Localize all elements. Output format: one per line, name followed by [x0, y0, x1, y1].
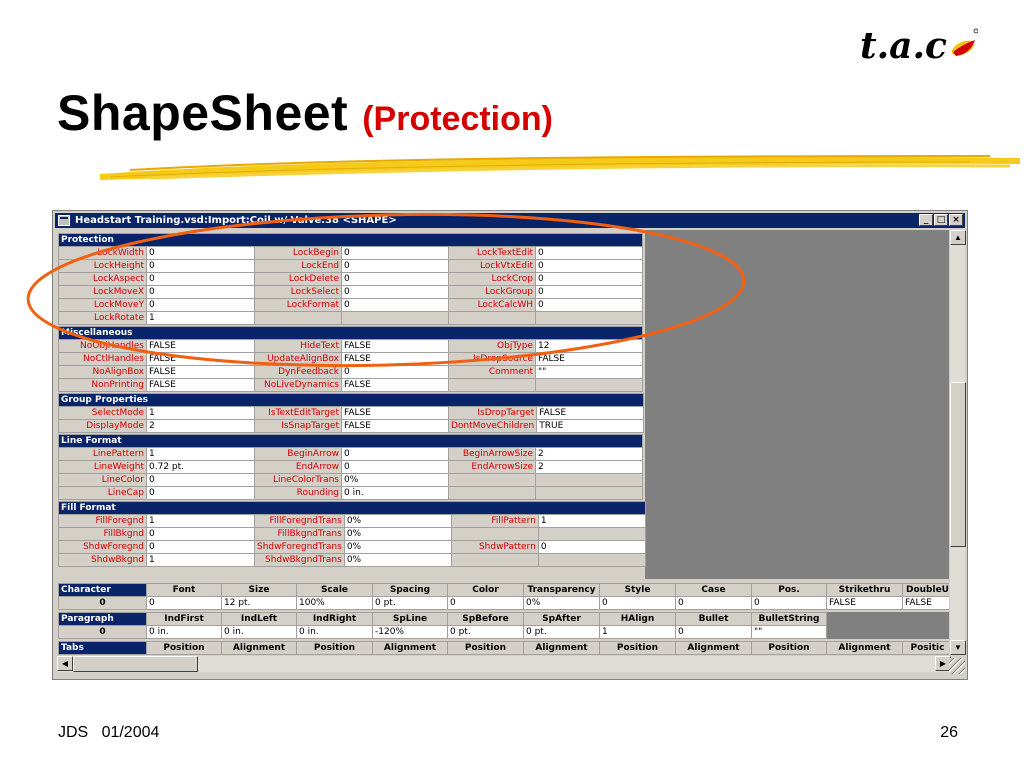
cell-value-fillforegnd[interactable]: 1 [147, 515, 255, 528]
column-header-position[interactable]: Position [600, 642, 676, 655]
table-row [59, 528, 646, 541]
cell-value-indleft[interactable]: 0 in. [222, 626, 297, 639]
cell-value-size[interactable]: 12 pt. [222, 597, 297, 610]
table-row [59, 487, 643, 500]
table-row [59, 273, 643, 286]
paragraph-header-row [59, 613, 953, 626]
cell-label-nonprinting: NonPrinting [59, 379, 147, 392]
cell-value-strikethru[interactable]: FALSE [827, 597, 903, 610]
column-header-spacing[interactable]: Spacing [373, 584, 448, 597]
yellow-swoosh-divider [90, 150, 1024, 190]
cell-label-fillforegnd: FillForegnd [59, 515, 147, 528]
table-row [59, 247, 643, 260]
cell-label-lockrotate: LockRotate [59, 312, 147, 325]
cell-label-shdwforegndtrans: ShdwForegndTrans [255, 541, 345, 554]
empty-cell [451, 528, 538, 541]
scroll-up-arrow-icon[interactable]: ▲ [950, 230, 966, 245]
empty-cell [449, 312, 536, 325]
cell-value-noalignbox[interactable]: FALSE [147, 366, 255, 379]
cell-value-displaymode[interactable]: 2 [147, 420, 255, 433]
section-header[interactable]: Tabs [59, 642, 147, 655]
cell-label-noalignbox: NoAlignBox [59, 366, 147, 379]
cell-value-beginarrow[interactable]: 0 [342, 448, 449, 461]
slide-title [57, 84, 553, 142]
column-header-alignment[interactable]: Alignment [373, 642, 448, 655]
cell-label-endarrowsize: EndArrowSize [449, 461, 536, 474]
cell-value-shdwforegnd[interactable]: 0 [147, 541, 255, 554]
table-row [59, 366, 643, 379]
scroll-down-arrow-icon[interactable]: ▼ [950, 640, 966, 655]
table-row [59, 312, 643, 325]
cell-value-spline[interactable]: -120% [373, 626, 448, 639]
cell-value-shdwbkgnd[interactable]: 1 [147, 554, 255, 567]
empty-cell [536, 487, 643, 500]
cell-value-shdwbkgndtrans[interactable]: 0% [344, 554, 451, 567]
cell-label-linepattern: LinePattern [59, 448, 147, 461]
column-header-position[interactable]: Position [752, 642, 827, 655]
cell-label-issnaptarget: IsSnapTarget [255, 420, 342, 433]
empty-cell [827, 626, 903, 639]
column-header-alignment[interactable]: Alignment [222, 642, 297, 655]
column-header-positic[interactable]: Positic [903, 642, 953, 655]
cell-value-selectmode[interactable]: 1 [147, 407, 255, 420]
cell-label-fillforegndtrans: FillForegndTrans [255, 515, 345, 528]
empty-cell [536, 474, 643, 487]
column-header-position[interactable]: Position [297, 642, 373, 655]
table-row [59, 340, 643, 353]
app-icon [58, 215, 70, 226]
cell-label-fillbkgnd: FillBkgnd [59, 528, 147, 541]
cell-label-noobjhandles: NoObjHandles [59, 340, 147, 353]
tac-logo [860, 22, 978, 72]
column-header-alignment[interactable]: Alignment [827, 642, 903, 655]
cell-label-lockaspect: LockAspect [59, 273, 147, 286]
cell-value-lockgroup[interactable]: 0 [536, 286, 643, 299]
cell-label-shdwpattern: ShdwPattern [451, 541, 538, 554]
empty-cell [449, 487, 536, 500]
cell-value-bulletstring[interactable]: "" [752, 626, 827, 639]
table-row [59, 260, 643, 273]
cell-value-spacing[interactable]: 0 pt. [373, 597, 448, 610]
table-row [59, 448, 643, 461]
cell-value-color[interactable]: 0 [448, 597, 524, 610]
cell-value-shdwpattern[interactable]: 0 [538, 541, 645, 554]
cell-value-nonprinting[interactable]: FALSE [147, 379, 255, 392]
cell-value-rounding[interactable]: 0 in. [342, 487, 449, 500]
column-header-style[interactable]: Style [600, 584, 676, 597]
vertical-scroll-thumb[interactable] [950, 382, 966, 547]
window-title: Headstart Training.vsd:Import:Coil w/ Valve.38 <SHAPE> [75, 215, 397, 226]
cell-value-bullet[interactable]: 0 [676, 626, 752, 639]
column-header-scale[interactable]: Scale [297, 584, 373, 597]
cell-value-case[interactable]: 0 [676, 597, 752, 610]
column-header-indfirst[interactable]: IndFirst [147, 613, 222, 626]
column-header-size[interactable]: Size [222, 584, 297, 597]
cell-value-lockdelete[interactable]: 0 [342, 273, 449, 286]
cell-label-lockbegin: LockBegin [255, 247, 342, 260]
cell-label-lockend: LockEnd [255, 260, 342, 273]
maximize-button[interactable]: □ [934, 214, 948, 226]
scroll-left-arrow-icon[interactable]: ◀ [57, 656, 73, 671]
cell-label-lockselect: LockSelect [255, 286, 342, 299]
table-row [59, 474, 643, 487]
cell-value-noctlhandles[interactable]: FALSE [147, 353, 255, 366]
column-header-font[interactable]: Font [147, 584, 222, 597]
window-titlebar[interactable] [55, 213, 965, 228]
cell-label-fillbkgndtrans: FillBkgndTrans [255, 528, 345, 541]
footer-author-date: JDS 01/2004 [58, 724, 160, 741]
cell-label-linecolortrans: LineColorTrans [255, 474, 342, 487]
slide-subtitle: (Protection) [362, 100, 553, 138]
table-row [59, 461, 643, 474]
table-row [59, 286, 643, 299]
section-line-format [58, 434, 643, 500]
cell-label-fillpattern: FillPattern [451, 515, 538, 528]
table-row [59, 353, 643, 366]
table-row [59, 541, 646, 554]
column-header-bulletstring[interactable]: BulletString [752, 613, 827, 626]
cell-label-objtype: ObjType [449, 340, 536, 353]
table-row [59, 379, 643, 392]
empty-cell [538, 554, 645, 567]
cell-value-spafter[interactable]: 0 pt. [524, 626, 600, 639]
cell-label-nolivedynamics: NoLiveDynamics [255, 379, 342, 392]
cell-value-istextedittarget[interactable]: FALSE [342, 407, 449, 420]
section-header[interactable]: Group Properties [59, 394, 644, 407]
cell-value-endarrow[interactable]: 0 [342, 461, 449, 474]
cell-value-style[interactable]: 0 [600, 597, 676, 610]
table-row [59, 299, 643, 312]
section-fill-format [58, 501, 646, 567]
cell-value-lockend[interactable]: 0 [342, 260, 449, 273]
table-row [59, 554, 646, 567]
column-header-case[interactable]: Case [676, 584, 752, 597]
cell-value-dontmovechildren[interactable]: TRUE [537, 420, 644, 433]
cell-value-dynfeedback[interactable]: 0 [342, 366, 449, 379]
cell-label-istextedittarget: IsTextEditTarget [255, 407, 342, 420]
cell-label-lockheight: LockHeight [59, 260, 147, 273]
empty-cell [903, 613, 953, 626]
cell-label-linecolor: LineColor [59, 474, 147, 487]
column-header-spline[interactable]: SpLine [373, 613, 448, 626]
table-row [59, 597, 953, 610]
cell-value-nolivedynamics[interactable]: FALSE [342, 379, 449, 392]
column-header-bullet[interactable]: Bullet [676, 613, 752, 626]
horizontal-scroll-thumb[interactable] [73, 656, 198, 672]
cell-label-shdwbkgnd: ShdwBkgnd [59, 554, 147, 567]
cell-label-displaymode: DisplayMode [59, 420, 147, 433]
empty-cell [538, 528, 645, 541]
table-row [59, 407, 644, 420]
table-row [59, 626, 953, 639]
cell-label-lockgroup: LockGroup [449, 286, 536, 299]
empty-cell [255, 312, 342, 325]
scroll-right-arrow-icon[interactable]: ▶ [935, 656, 951, 671]
cell-value-indright[interactable]: 0 in. [297, 626, 373, 639]
empty-cell [827, 613, 903, 626]
column-header-doubleu[interactable]: DoubleU [903, 584, 953, 597]
cell-value-fillbkgnd[interactable]: 0 [147, 528, 255, 541]
cell-label-lineweight: LineWeight [59, 461, 147, 474]
tabs-header-row [59, 642, 953, 655]
cell-value-lockvtxedit[interactable]: 0 [536, 260, 643, 273]
section-group-properties [58, 393, 644, 433]
cell-value-transparency[interactable]: 0% [524, 597, 600, 610]
cell-value-linecolor[interactable]: 0 [147, 474, 255, 487]
empty-workspace [645, 230, 955, 579]
empty-cell [342, 312, 449, 325]
cell-value-locktextedit[interactable]: 0 [536, 247, 643, 260]
section-header[interactable]: Fill Format [59, 502, 646, 515]
shapesheet-sections [58, 233, 646, 568]
cell-label-selectmode: SelectMode [59, 407, 147, 420]
logo-text: t.a.c [860, 25, 947, 67]
cell-value-lockheight[interactable]: 0 [147, 260, 255, 273]
cell-label-lockformat: LockFormat [255, 299, 342, 312]
resize-grip-icon[interactable] [949, 658, 965, 674]
cell-value-lockcalcwh[interactable]: 0 [536, 299, 643, 312]
empty-cell [536, 379, 643, 392]
row-index[interactable]: 0 [59, 626, 147, 639]
cell-label-hidetext: HideText [255, 340, 342, 353]
column-header-spbefore[interactable]: SpBefore [448, 613, 524, 626]
vertical-scrollbar[interactable] [949, 230, 965, 655]
cell-value-linecap[interactable]: 0 [147, 487, 255, 500]
cell-value-scale[interactable]: 100% [297, 597, 373, 610]
cell-value-fillbkgndtrans[interactable]: 0% [344, 528, 451, 541]
cell-value-objtype[interactable]: 12 [536, 340, 643, 353]
cell-value-indfirst[interactable]: 0 in. [147, 626, 222, 639]
cell-value-doubleu[interactable]: FALSE [903, 597, 953, 610]
cell-value-lockcrop[interactable]: 0 [536, 273, 643, 286]
table-row [59, 515, 646, 528]
cell-value-halign[interactable]: 1 [600, 626, 676, 639]
column-header-indright[interactable]: IndRight [297, 613, 373, 626]
section-header[interactable]: Line Format [59, 435, 643, 448]
horizontal-scrollbar[interactable] [57, 656, 951, 672]
column-header-pos[interactable]: Pos. [752, 584, 827, 597]
cell-label-dynfeedback: DynFeedback [255, 366, 342, 379]
character-header-row [59, 584, 953, 597]
shapesheet-horizontal-sections [58, 583, 953, 655]
cell-value-lockrotate[interactable]: 1 [147, 312, 255, 325]
page-number: 26 [940, 724, 958, 741]
empty-cell [903, 626, 953, 639]
cell-label-lockcrop: LockCrop [449, 273, 536, 286]
cell-label-lockmovex: LockMoveX [59, 286, 147, 299]
cell-label-isdroptarget: IsDropTarget [449, 407, 537, 420]
column-header-position[interactable]: Position [147, 642, 222, 655]
cell-value-noobjhandles[interactable]: FALSE [147, 340, 255, 353]
cell-value-spbefore[interactable]: 0 pt. [448, 626, 524, 639]
cell-value-fillforegndtrans[interactable]: 0% [344, 515, 451, 528]
cell-value-lockselect[interactable]: 0 [342, 286, 449, 299]
cell-value-fillpattern[interactable]: 1 [538, 515, 645, 528]
cell-label-endarrow: EndArrow [255, 461, 342, 474]
cell-label-lockmovey: LockMoveY [59, 299, 147, 312]
column-header-spafter[interactable]: SpAfter [524, 613, 600, 626]
cell-value-hidetext[interactable]: FALSE [342, 340, 449, 353]
minimize-button[interactable]: _ [919, 214, 933, 226]
empty-cell [536, 312, 643, 325]
row-index[interactable]: 0 [59, 597, 147, 610]
cell-label-lockcalcwh: LockCalcWH [449, 299, 536, 312]
column-header-strikethru[interactable]: Strikethru [827, 584, 903, 597]
section-protection [58, 233, 643, 325]
cell-value-lineweight[interactable]: 0.72 pt. [147, 461, 255, 474]
cell-value-font[interactable]: 0 [147, 597, 222, 610]
cell-label-comment: Comment [449, 366, 536, 379]
cell-label-lockwidth: LockWidth [59, 247, 147, 260]
section-header[interactable]: Paragraph [59, 613, 147, 626]
empty-cell [451, 554, 538, 567]
cell-value-linepattern[interactable]: 1 [147, 448, 255, 461]
cell-label-dontmovechildren: DontMoveChildren [449, 420, 537, 433]
cell-value-lockaspect[interactable]: 0 [147, 273, 255, 286]
table-row [59, 420, 644, 433]
cell-value-linecolortrans[interactable]: 0% [342, 474, 449, 487]
section-header[interactable]: Miscellaneous [59, 327, 643, 340]
shapesheet-window [52, 210, 968, 680]
cell-label-noctlhandles: NoCtlHandles [59, 353, 147, 366]
cell-label-beginarrowsize: BeginArrowSize [449, 448, 536, 461]
cell-label-shdwforegnd: ShdwForegnd [59, 541, 147, 554]
section-header[interactable]: Protection [59, 234, 643, 247]
empty-cell [449, 474, 536, 487]
cell-value-shdwforegndtrans[interactable]: 0% [344, 541, 451, 554]
cell-value-issnaptarget[interactable]: FALSE [342, 420, 449, 433]
cell-label-beginarrow: BeginArrow [255, 448, 342, 461]
cell-value-lockwidth[interactable]: 0 [147, 247, 255, 260]
column-header-indleft[interactable]: IndLeft [222, 613, 297, 626]
cell-label-linecap: LineCap [59, 487, 147, 500]
column-header-transparency[interactable]: Transparency [524, 584, 600, 597]
cell-value-isdropsource[interactable]: FALSE [536, 353, 643, 366]
cell-label-shdwbkgndtrans: ShdwBkgndTrans [255, 554, 345, 567]
cell-label-updatealignbox: UpdateAlignBox [255, 353, 342, 366]
section-header[interactable]: Character [59, 584, 147, 597]
column-header-color[interactable]: Color [448, 584, 524, 597]
column-header-alignment[interactable]: Alignment [676, 642, 752, 655]
column-header-halign[interactable]: HAlign [600, 613, 676, 626]
cell-value-lockbegin[interactable]: 0 [342, 247, 449, 260]
cell-value-comment[interactable]: "" [536, 366, 643, 379]
close-button[interactable]: × [949, 214, 963, 226]
cell-value-lockmovex[interactable]: 0 [147, 286, 255, 299]
cell-label-rounding: Rounding [255, 487, 342, 500]
cell-value-beginarrowsize[interactable]: 2 [536, 448, 643, 461]
cell-value-endarrowsize[interactable]: 2 [536, 461, 643, 474]
section-miscellaneous [58, 326, 643, 392]
cell-label-isdropsource: IsDropSource [449, 353, 536, 366]
cell-label-lockdelete: LockDelete [255, 273, 342, 286]
empty-cell [449, 379, 536, 392]
cell-value-isdroptarget[interactable]: FALSE [537, 407, 644, 420]
cell-value-pos[interactable]: 0 [752, 597, 827, 610]
column-header-position[interactable]: Position [448, 642, 524, 655]
cell-value-lockformat[interactable]: 0 [342, 299, 449, 312]
column-header-alignment[interactable]: Alignment [524, 642, 600, 655]
cell-value-updatealignbox[interactable]: FALSE [342, 353, 449, 366]
cell-label-lockvtxedit: LockVtxEdit [449, 260, 536, 273]
slide-title-main: ShapeSheet [57, 85, 349, 141]
cell-label-locktextedit: LockTextEdit [449, 247, 536, 260]
cell-value-lockmovey[interactable]: 0 [147, 299, 255, 312]
